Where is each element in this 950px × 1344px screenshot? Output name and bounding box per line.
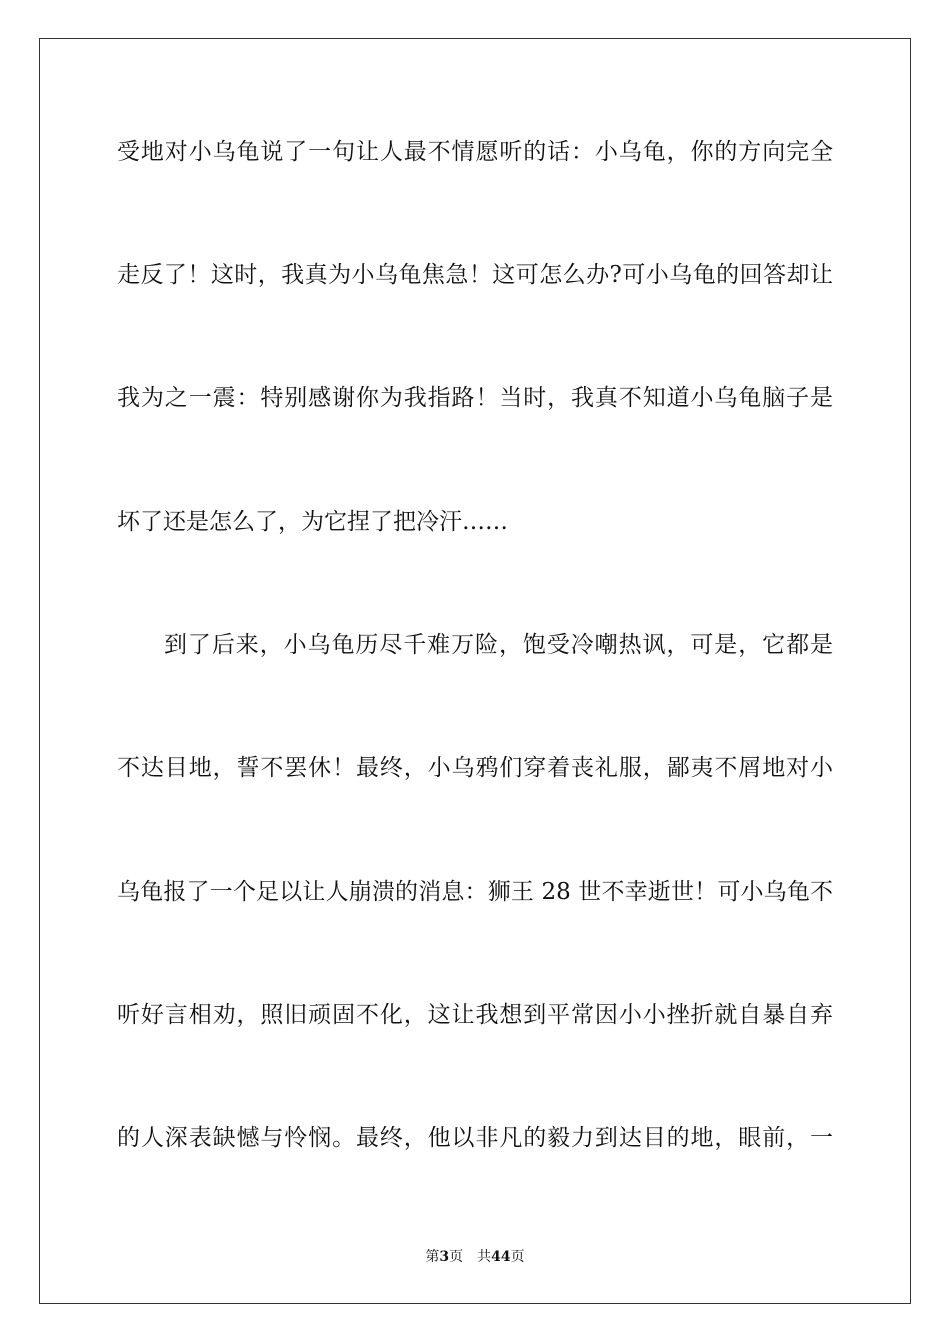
- footer-total-suffix: 页: [510, 1249, 525, 1265]
- text-line-5: 到了后来，小乌龟历尽千难万险，饱受冷嘲热讽，可是，它都是: [164, 632, 833, 658]
- text-line-6: 不达目地，誓不罢休！最终，小乌鸦们穿着丧礼服，鄙夷不屑地对小: [117, 755, 833, 781]
- text-line-2: 走反了！这时，我真为小乌龟焦急！这可怎么办?可小乌龟的回答却让: [117, 262, 833, 288]
- page-border: [39, 38, 911, 1304]
- footer-page-number: 3: [439, 1249, 450, 1265]
- footer-total-pages: 44: [491, 1249, 511, 1265]
- text-line-8: 听好言相劝，照旧顽固不化，这让我想到平常因小小挫折就自暴自弃: [117, 1002, 833, 1028]
- footer-page-suffix: 页: [449, 1249, 464, 1265]
- text-line-3: 我为之一震：特别感谢你为我指路！当时，我真不知道小乌龟脑子是: [117, 385, 833, 411]
- text-line-7: 乌龟报了一个足以让人崩溃的消息：狮王 28 世不幸逝世！可小乌龟不: [117, 879, 833, 905]
- text-line-4: 坏了还是怎么了，为它捏了把冷汗……: [117, 509, 508, 535]
- footer-page-prefix: 第: [425, 1249, 440, 1265]
- page-footer: [0, 1248, 950, 1266]
- footer-total-prefix: 共: [477, 1249, 492, 1265]
- text-line-1: 受地对小乌龟说了一句让人最不情愿听的话：小乌龟，你的方向完全: [117, 139, 833, 165]
- text-line-9: 的人深表缺憾与怜悯。最终，他以非凡的毅力到达目的地，眼前，一: [117, 1125, 833, 1151]
